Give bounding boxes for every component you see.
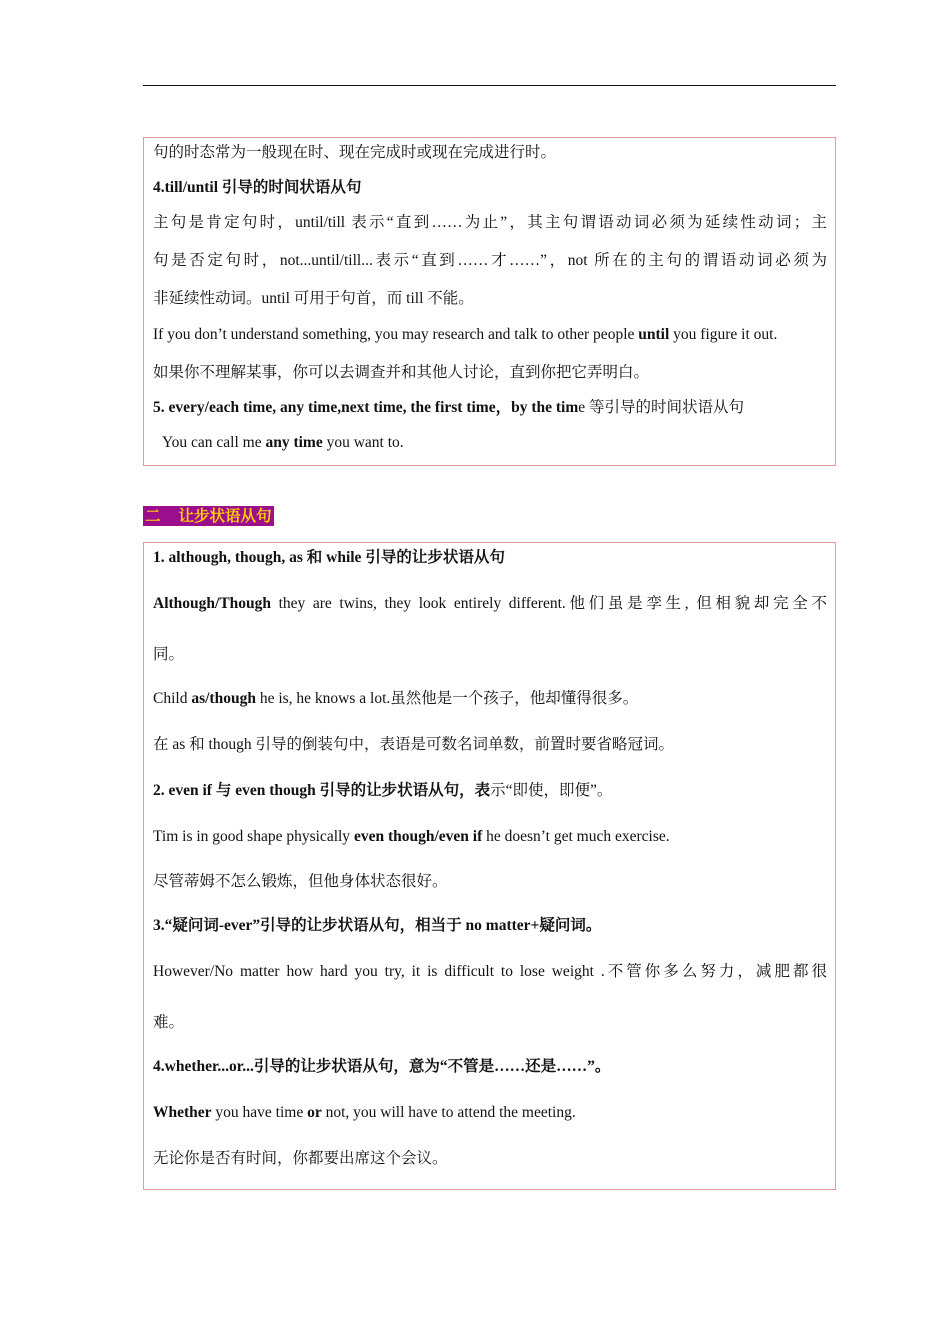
header-rule — [143, 85, 836, 86]
subheading-even-if — [153, 781, 827, 801]
subheading-although: 1. although, though, as 和 while 引导的让步状语从句 — [153, 549, 505, 566]
bold-text: 5. every/each time, any time,next time, the first time，by the tim — [153, 399, 579, 416]
text-span: Child — [153, 690, 192, 707]
example-sentence — [153, 1103, 827, 1123]
bold-keyword: or — [307, 1104, 322, 1121]
grammar-box-time-clauses — [143, 137, 836, 466]
subheading-ever: 3.“疑问词-ever”引导的让步状语从句，相当于 no matter+疑问词。 — [153, 917, 602, 934]
text-span: you figure it out. — [669, 326, 778, 343]
example-translation: 如果你不理解某事，你可以去调查并和其他人讨论，直到你把它弄明白。 — [153, 364, 650, 381]
section-number: 二 — [145, 507, 161, 525]
example-sentence — [153, 594, 827, 614]
section-heading — [143, 506, 274, 526]
example-sentence — [153, 689, 827, 709]
bold-keyword: until — [638, 326, 670, 343]
text-line: 难。 — [153, 1014, 185, 1031]
text-line: 同。 — [153, 646, 185, 663]
section-title: 让步状语从句 — [178, 507, 272, 525]
example-sentence — [153, 827, 827, 847]
example-translation: 尽管蒂姆不怎么锻炼，但他身体状态很好。 — [153, 873, 448, 890]
bold-keyword: even though/even if — [353, 828, 483, 845]
text-span: 示“即使，即便”。 — [490, 782, 613, 799]
example-translation: 无论你是否有时间，你都要出席这个会议。 — [153, 1150, 448, 1167]
text-line: 句的时态常为一般现在时、现在完成时或现在完成进行时。 — [153, 144, 557, 161]
text-span: not, you will have to attend the meeting. — [321, 1104, 576, 1121]
subheading-every-time — [153, 398, 827, 418]
text-line: 非延续性动词。until 可用于句首，而 till 不能。 — [153, 290, 474, 307]
bold-keyword: Although/Though — [153, 595, 272, 612]
bold-text: 2. even if 与 even though 引导的让步状语从句，表 — [153, 782, 491, 799]
bold-keyword: any time — [265, 434, 323, 451]
text-line: 句是否定句时，not...until/till...表示“直到……才……”，not 所在的主句的谓语动词必须为 — [153, 252, 827, 269]
subheading-whether: 4.whether...or...引导的让步状语从句，意为“不管是……还是……”。 — [153, 1058, 611, 1075]
text-span: Tim is in good shape physically — [153, 828, 354, 845]
bold-keyword: Whether — [153, 1104, 212, 1121]
bold-keyword: as/though — [191, 690, 256, 707]
text-line: 主句是肯定句时，until/till 表示“直到……为止”，其主句谓语动词必须为延续性动词；主 — [153, 214, 827, 231]
text-span: he doesn’t get much exercise. — [482, 828, 670, 845]
text-span: you want to. — [322, 434, 404, 451]
example-sentence — [153, 325, 827, 345]
text-span: he is, he knows a lot.虽然他是一个孩子，他却懂得很多。 — [255, 690, 639, 707]
subheading-till-until: 4.till/until 引导的时间状语从句 — [153, 179, 362, 196]
example-sentence — [162, 433, 827, 453]
grammar-box-concession-clauses — [143, 542, 836, 1190]
text-line: 在 as 和 though 引导的倒装句中，表语是可数名词单数，前置时要省略冠词。 — [153, 736, 674, 753]
text-span: you have time — [211, 1104, 308, 1121]
text-span: If you don’t understand something, you may research and talk to other people — [153, 326, 639, 343]
text-span: they are twins, they look entirely different.他们虽是孪生, 但相貌却完全不 — [271, 595, 827, 612]
example-sentence: However/No matter how hard you try, it is difficult to lose weight .不管你多么努力，减肥都很 — [153, 963, 827, 980]
text-span: You can call me — [162, 434, 266, 451]
text-span: e 等引导的时间状语从句 — [578, 399, 745, 416]
